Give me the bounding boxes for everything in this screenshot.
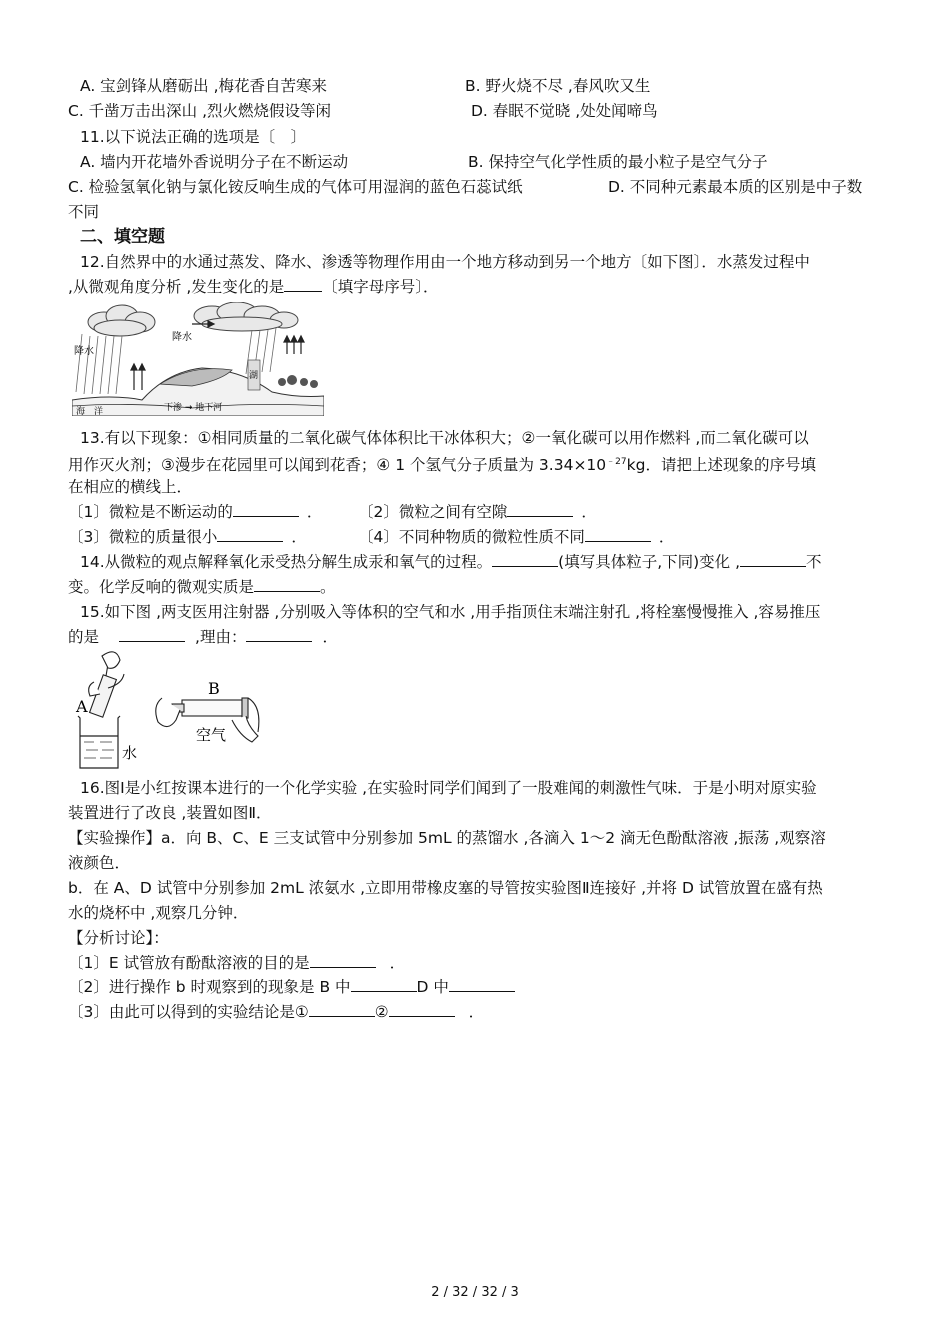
q13-part3-text: 〔3〕微粒的质量很小 [68, 528, 218, 546]
q11-stem: 11.以下说法正确的选项是〔 〕 [80, 128, 307, 146]
q14-line1-text: 14.从微粒的观点解释氧化汞受热分解生成汞和氧气的过程。 [80, 553, 493, 571]
q13-line3: 在相应的横线上． [68, 478, 193, 496]
q15-line2-mid: ,理由： [195, 628, 247, 646]
q14-line2-text: 变。化学反响的微观实质是 [68, 578, 255, 596]
q13-line2 [68, 452, 816, 475]
label-air: 空气 [196, 726, 227, 744]
q15-blank-1[interactable] [119, 627, 185, 642]
q15-line2-text: 的是 [68, 628, 100, 646]
q13-line2-text: 用作灭火剂；③漫步在花园里可以闻到花香；④ 1 个氢气分子质量为 3.34×10 [68, 456, 607, 474]
q13-part2-end: ． [581, 503, 597, 521]
label-sea: 海 洋 [76, 407, 104, 416]
label-rain-2: 降水 [172, 332, 192, 343]
q16-a3-end: ． [468, 1003, 485, 1021]
q11-option-b: B. 保持空气化学性质的最小粒子是空气分子 [468, 153, 768, 171]
q16-a3 [68, 1002, 484, 1022]
q14-blank-2[interactable] [740, 552, 806, 567]
q14-line2-end: 。 [320, 578, 336, 596]
q16-a2-text: 〔2〕进行操作 b 时观察到的现象是 B 中 [68, 978, 351, 996]
water-cycle-figure [72, 302, 324, 416]
q11-option-c: C. 检验氢氧化钠与氯化铵反响生成的气体可用湿润的蓝色石蕊试纸 [68, 178, 523, 196]
q14-line1 [80, 552, 822, 572]
q10-option-d: D. 春眠不觉晓 ,处处闻啼鸟 [471, 102, 658, 120]
q16-a2-blank-b[interactable] [351, 977, 417, 992]
q13-part4-end: ． [658, 528, 675, 546]
q15-line2 [68, 627, 338, 647]
q16-a3-text: 〔3〕由此可以得到的实验结论是① [68, 1003, 309, 1021]
label-water: 水 [122, 744, 138, 762]
q16-a1-end: ． [389, 954, 406, 972]
q16-a2-d: D 中 [416, 978, 449, 996]
label-lake: 湖 [249, 371, 259, 381]
q13-part3-blank[interactable] [217, 527, 283, 542]
q11-option-d-cont: 不同 [68, 203, 100, 221]
q16-a2-blank-d[interactable] [449, 977, 515, 992]
q13-part1 [68, 502, 322, 522]
section-title: 二、填空题 [80, 227, 165, 247]
q13-line2-end: kg．请把上述现象的序号填 [626, 456, 816, 474]
q13-part1-blank[interactable] [233, 502, 299, 517]
q16-op-a1: 【实验操作】a．向 B、C、E 三支试管中分别参加 5mL 的蒸馏水 ,各滴入 1～2 滴无色酚酞溶液 ,振荡 ,观察溶 [68, 829, 826, 847]
q13-part2 [358, 502, 597, 522]
q14-line1-mid: (填写具体粒子,下同)变化 , [558, 553, 741, 571]
q16-a3-blank-2[interactable] [389, 1002, 455, 1017]
q16-a1-blank[interactable] [310, 953, 376, 968]
q10-option-b: B. 野火烧不尽 ,春风吹又生 [465, 77, 651, 95]
q14-blank-3[interactable] [254, 577, 320, 592]
q13-exponent: ﹣27 [606, 457, 627, 467]
q13-part4-text: 〔4〕不同种物质的微粒性质不同 [358, 528, 585, 546]
label-groundwater: 下渗 → 地下河 [164, 403, 223, 413]
q13-part1-end: ． [306, 503, 323, 521]
q15-line1: 15.如下图 ,两支医用注射器 ,分别吸入等体积的空气和水 ,用手指顶住末端注射孔 ,将栓塞慢慢推入 ,容易推压 [80, 603, 821, 621]
q13-part1-text: 〔1〕微粒是不断运动的 [68, 503, 233, 521]
q11-option-a: A. 墙内开花墙外香说明分子在不断运动 [80, 153, 349, 171]
q16-a1-text: 〔1〕E 试管放有酚酞溶液的目的是 [68, 954, 310, 972]
q16-a3-mid: ② [374, 1003, 389, 1021]
label-b: B [208, 679, 220, 698]
q12-line2 [68, 277, 439, 297]
q16-analysis-title: 【分析讨论】： [68, 929, 169, 947]
q13-part4 [358, 527, 674, 547]
q13-part3 [68, 527, 307, 547]
q16-a1 [68, 953, 405, 973]
q16-op-b1: b．在 A、D 试管中分别参加 2mL 浓氨水 ,立即用带橡皮塞的导管按实验图Ⅱ连接好 ,并将 D 试管放置在盛有热 [68, 879, 823, 897]
q16-a3-blank-1[interactable] [309, 1002, 375, 1017]
q16-op-b2: 水的烧杯中 ,观察几分钟． [68, 904, 249, 922]
q14-blank-1[interactable] [492, 552, 558, 567]
q12-line2-end: 〔填字母序号〕． [322, 278, 439, 296]
q13-part3-end: ． [291, 528, 307, 546]
q16-a2 [68, 977, 515, 997]
q12-answer-blank[interactable] [284, 277, 322, 292]
q14-line2 [68, 577, 336, 597]
q12-line2-text: ,从微观角度分析 ,发生变化的是 [68, 278, 285, 296]
q13-part2-text: 〔2〕微粒之间有空隙 [358, 503, 508, 521]
q15-line2-end: ． [322, 628, 338, 646]
q13-line1: 13.有以下现象：①相同质量的二氧化碳气体体积比干冰体积大；②一氧化碳可以用作燃料 ,而二氧化碳可以 [80, 429, 809, 447]
page-number: 2 / 32 / 32 / 3 [431, 1285, 519, 1300]
syringe-figure [72, 646, 272, 772]
q15-blank-2[interactable] [246, 627, 312, 642]
q12-line1: 12.自然界中的水通过蒸发、降水、渗透等物理作用由一个地方移动到另一个地方〔如下图〕．水蒸发过程中 [80, 253, 810, 271]
label-rain: 降水 [74, 346, 94, 357]
q13-part2-blank[interactable] [507, 502, 573, 517]
q10-option-c: C. 千凿万击出深山 ,烈火燃烧假设等闲 [68, 102, 332, 120]
q16-line1: 16.图Ⅰ是小红按课本进行的一个化学实验 ,在实验时同学们闻到了一股难闻的刺激性气味．于是小明对原实验 [80, 779, 817, 797]
q16-line2: 装置进行了改良 ,装置如图Ⅱ． [68, 804, 272, 822]
q11-option-d: D. 不同种元素最本质的区别是中子数 [608, 178, 863, 196]
q13-part4-blank[interactable] [585, 527, 651, 542]
q14-line1-end: 不 [806, 553, 822, 571]
q16-op-a2: 液颜色． [68, 854, 131, 872]
q10-option-a: A. 宝剑锋从磨砺出 ,梅花香自苦寒来 [80, 77, 328, 95]
label-a: A [76, 697, 88, 716]
